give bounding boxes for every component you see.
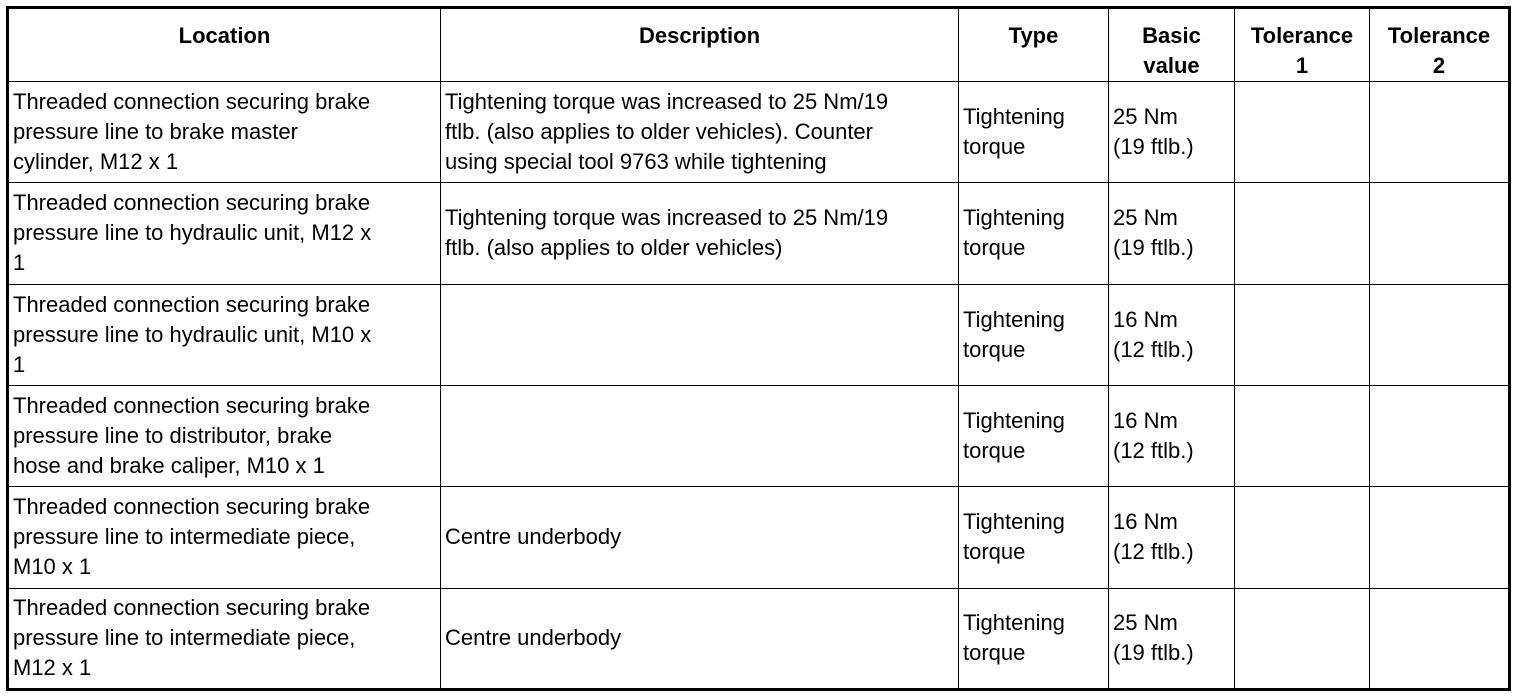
table-row [8, 588, 1510, 689]
header-type: Type [959, 8, 1109, 82]
cell-basic-value: 25 Nm (19 ftlb.) [1109, 183, 1235, 284]
cell-tolerance-2 [1370, 385, 1510, 486]
cell-type: Tightening torque [959, 487, 1109, 588]
cell-type: Tightening torque [959, 588, 1109, 689]
cell-description: Centre underbody [441, 487, 959, 588]
cell-basic-value: 25 Nm (19 ftlb.) [1109, 588, 1235, 689]
cell-tolerance-1 [1235, 284, 1370, 385]
cell-tolerance-2 [1370, 183, 1510, 284]
table-row [8, 82, 1510, 183]
cell-location: Threaded connection securing brake pressure line to distributor, brake hose and brake caliper, M10 x 1 [8, 385, 441, 486]
cell-basic-value: 16 Nm (12 ftlb.) [1109, 487, 1235, 588]
torque-spec-table [6, 6, 1511, 691]
table-row [8, 183, 1510, 284]
cell-tolerance-2 [1370, 284, 1510, 385]
table-row [8, 284, 1510, 385]
cell-type: Tightening torque [959, 82, 1109, 183]
cell-description: Centre underbody [441, 588, 959, 689]
table-row [8, 385, 1510, 486]
cell-tolerance-1 [1235, 588, 1370, 689]
cell-type: Tightening torque [959, 385, 1109, 486]
header-description: Description [441, 8, 959, 82]
cell-location: Threaded connection securing brake pressure line to hydraulic unit, M12 x 1 [8, 183, 441, 284]
header-row [8, 8, 1510, 82]
header-location: Location [8, 8, 441, 82]
cell-basic-value: 25 Nm (19 ftlb.) [1109, 82, 1235, 183]
cell-location: Threaded connection securing brake pressure line to intermediate piece, M10 x 1 [8, 487, 441, 588]
cell-location: Threaded connection securing brake pressure line to intermediate piece, M12 x 1 [8, 588, 441, 689]
cell-tolerance-1 [1235, 82, 1370, 183]
cell-type: Tightening torque [959, 284, 1109, 385]
cell-tolerance-2 [1370, 487, 1510, 588]
cell-tolerance-2 [1370, 588, 1510, 689]
cell-tolerance-2 [1370, 82, 1510, 183]
header-tolerance-2: Tolerance 2 [1370, 8, 1510, 82]
header-tolerance-1: Tolerance 1 [1235, 8, 1370, 82]
cell-tolerance-1 [1235, 183, 1370, 284]
cell-basic-value: 16 Nm (12 ftlb.) [1109, 284, 1235, 385]
cell-description: Tightening torque was increased to 25 Nm/19 ftlb. (also applies to older vehicles). Counter using special tool 9763 while tightening [441, 82, 959, 183]
cell-location: Threaded connection securing brake pressure line to brake master cylinder, M12 x 1 [8, 82, 441, 183]
cell-description: Tightening torque was increased to 25 Nm/19 ftlb. (also applies to older vehicles) [441, 183, 959, 284]
cell-tolerance-1 [1235, 487, 1370, 588]
header-basic-value: Basic value [1109, 8, 1235, 82]
cell-basic-value: 16 Nm (12 ftlb.) [1109, 385, 1235, 486]
cell-type: Tightening torque [959, 183, 1109, 284]
cell-tolerance-1 [1235, 385, 1370, 486]
table-row [8, 487, 1510, 588]
cell-location: Threaded connection securing brake pressure line to hydraulic unit, M10 x 1 [8, 284, 441, 385]
cell-description [441, 284, 959, 385]
cell-description [441, 385, 959, 486]
